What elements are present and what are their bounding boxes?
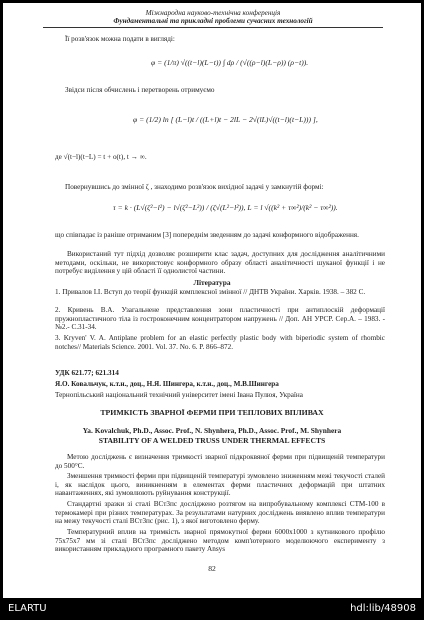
title-ua: ТРИМКІСТЬ ЗВАРНОЇ ФЕРМИ ПРИ ТЕПЛОВИХ ВПЛИВАХ (100, 408, 324, 417)
body-paragraph-1: Метою досліджень є визначення тримкості зварної підкроквяної ферми при підвищеній температури до 500°С. (55, 453, 385, 470)
running-header (43, 9, 383, 25)
paragraph-5: що співпадає із раніше отриманим [3] попереднім зведенням до задачі конформного відображення. (55, 231, 359, 239)
footer-left: ELARTU (8, 603, 47, 614)
paragraph-4: Повернувшись до змінної ζ , знаходимо розв'язок вихідної задачі у замкнутій формі: (65, 183, 324, 191)
affiliation: Тернопільський національний технічний університет імені Івана Пулюя, Україна (55, 391, 303, 399)
paragraph-2: Звідси після обчислень і перетворень отримуємо (65, 86, 215, 94)
udc: УДК 621.77; 621.314 (55, 369, 119, 377)
body-paragraph-3: Стандартні зразки зі сталі ВСт3пс досліджено розтягом на випробувальному комплексі СТМ-100 в термокамері при різних температурах. За результатами натурних досліджень виявлено вплив температури на межу текучості сталі ВСт3пс (рис. 1), з якої виготовлено ферму. (55, 500, 385, 526)
body-paragraph-4: Температурний вплив на тримкість зварної прямокутної ферми 6000х1000 з кутникового профілю 75х75х7 мм зі сталі ВСт3пс досліджено методом комп'ютерного моделюючого експерименту з використанням прикладного програмного пакету Ansys (55, 528, 385, 554)
paragraph-6: Використаний тут підхід дозволяє розширити клас задач, доступних для дослідження аналітичними методами, оскільки, не використовує конформного образу області аналітичності шуканої функції і не потребує виділення у цій області її однолистої частини. (55, 250, 385, 276)
body-paragraph-2: Зменшення тримкості ферми при підвищеній температурі зумовлено зниженням межі текучості сталей і, як наслідок цього, виникненням в елементах ферми пластичних деформацій при штатних навантаженнях, які зумовлюють руйнування конструкції. (55, 472, 385, 498)
header-line1: Міжнародна науково-технічна конференція (145, 9, 281, 17)
reference-1: 1. Привалов І.І. Вступ до теорії функцій комплексної змінної // ДНТВ України. Харків. 1938. – 382 С. (55, 288, 366, 296)
authors-ua: Я.О. Ковальчук, к.т.н., доц., Н.Я. Шингера, к.т.н., доц., М.В.Шингера (55, 380, 279, 388)
header-rule (43, 27, 383, 28)
title-en: STABILITY OF A WELDED TRUSS UNDER THERMAL EFFECTS (98, 436, 326, 445)
header-line2: Фундаментальні та прикладні проблеми сучасних технологій (113, 17, 313, 25)
equation-3: τ = k · (L√(ζ²−l²) − l√(ζ²−L²)) / (ζ√(L²−l²)), L = l √((k² + τ∞²)/(k² − τ∞²)). (113, 203, 338, 212)
paragraph-1: Її розв'язок можна подати в вигляді: (65, 35, 175, 43)
footer-bar (0, 598, 424, 620)
equation-1: φ = (1/π) √((t−l)(L−t)) ∫ dρ / (√((ρ−l)(L−ρ)) (ρ−t)). (151, 58, 309, 67)
equation-2: φ = (1/2) ln [ (L−l)t / ((L+l)t − 2lL − 2√(lL)√((t−l)(t−L))) ], (133, 115, 318, 124)
footer-right: hdl:lib/48908 (350, 603, 416, 614)
reference-3: 3. Kryven' V. A. Antiplane problem for an elastic perfectly plastic body with biperiodic system of rhombic notches// Materials Science. 2001. Vol. 37. No. 6. P. 866–872. (55, 334, 385, 351)
reference-2: 2. Кривень В.А. Узагальнене представлення зони пластичності при антиплоскій деформації пружнопластичного тіла із гостроконечним концентратором напружень // Доп. АН УРСР. Сер.А. – 1983. - №2.- С.31-34. (55, 306, 385, 332)
paragraph-3: де √(t−l)(t−L) = t + o(t), t → ∞. (55, 153, 147, 161)
page-number: 82 (208, 564, 216, 573)
document-page (3, 3, 421, 598)
references-title: Література (193, 278, 231, 287)
authors-en: Ya. Kovalchuk, Ph.D., Assoc. Prof., N. Shynhera, Ph.D., Assoc. Prof., M. Shynhera (82, 426, 342, 435)
